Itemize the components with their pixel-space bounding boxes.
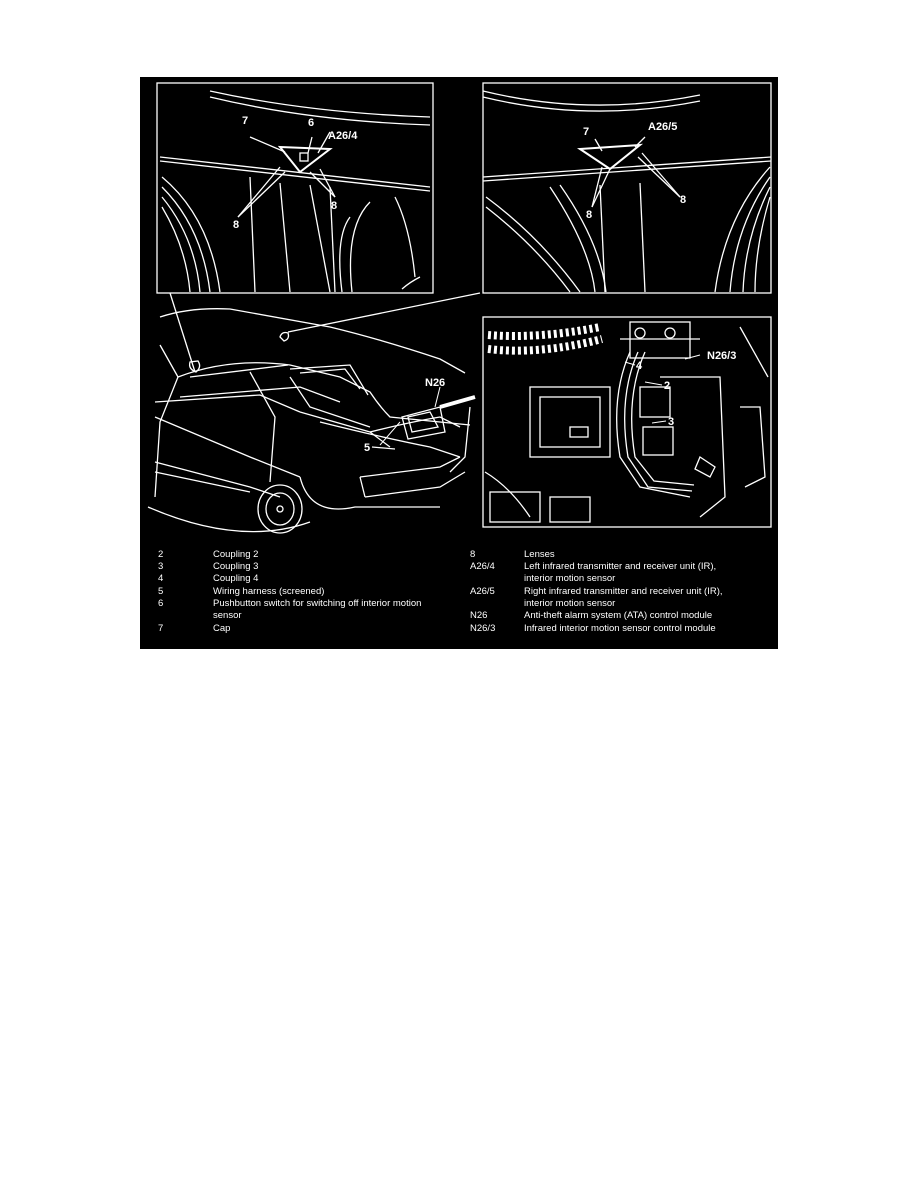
legend-desc: Right infrared transmitter and receiver unit (IR), bbox=[524, 586, 723, 597]
legend-desc: Lenses bbox=[524, 549, 555, 560]
legend-desc: Coupling 4 bbox=[213, 573, 259, 584]
legend-code: 2 bbox=[158, 549, 164, 560]
legend-desc: Wiring harness (screened) bbox=[213, 586, 325, 597]
pointer-line-left bbox=[170, 293, 195, 372]
callout-tl-8a: 8 bbox=[233, 219, 240, 231]
legend-code: 7 bbox=[158, 623, 164, 634]
legend-code: 3 bbox=[158, 561, 164, 572]
callout-br-3: 3 bbox=[668, 416, 675, 428]
callout-br-4: 4 bbox=[636, 360, 643, 372]
legend-code: A26/5 bbox=[470, 586, 495, 597]
callout-car-5: 5 bbox=[364, 442, 371, 454]
legend-desc: interior motion sensor bbox=[524, 598, 616, 609]
callout-tl-6: 6 bbox=[308, 117, 315, 129]
legend-code: A26/4 bbox=[470, 561, 495, 572]
legend-desc: Pushbutton switch for switching off interior motion bbox=[213, 598, 422, 609]
callout-tl-7: 7 bbox=[242, 115, 249, 127]
legend-desc: Anti-theft alarm system (ATA) control module bbox=[524, 610, 713, 621]
callout-br-2: 2 bbox=[664, 380, 671, 392]
callout-tr-8b: 8 bbox=[680, 194, 687, 206]
callout-tl-8b: 8 bbox=[331, 200, 338, 212]
callout-tr-a26-5: A26/5 bbox=[648, 121, 678, 133]
pointer-line-right bbox=[288, 293, 480, 332]
car-illustration bbox=[148, 309, 475, 533]
callout-tr-7: 7 bbox=[583, 126, 590, 138]
callout-br-n26-3: N26/3 bbox=[707, 350, 737, 362]
legend bbox=[140, 547, 778, 649]
panel-right-ir-unit bbox=[483, 83, 771, 293]
panel-bottom-right-module bbox=[483, 317, 771, 527]
legend-code: 8 bbox=[470, 549, 476, 560]
legend-code: N26 bbox=[470, 610, 488, 621]
callout-car-n26: N26 bbox=[425, 377, 446, 389]
legend-code: 4 bbox=[158, 573, 164, 584]
legend-desc: interior motion sensor bbox=[524, 573, 616, 584]
legend-desc: Infrared interior motion sensor control module bbox=[524, 623, 716, 634]
legend-code: 5 bbox=[158, 586, 164, 597]
callout-tr-8a: 8 bbox=[586, 209, 593, 221]
legend-desc: sensor bbox=[213, 610, 242, 621]
panel-left-ir-unit bbox=[157, 83, 433, 293]
legend-code: N26/3 bbox=[470, 623, 496, 634]
legend-desc: Coupling 3 bbox=[213, 561, 259, 572]
diagram-artwork bbox=[140, 77, 778, 547]
legend-desc: Coupling 2 bbox=[213, 549, 259, 560]
legend-code: 6 bbox=[158, 598, 164, 609]
legend-desc: Left infrared transmitter and receiver unit (IR), bbox=[524, 561, 717, 572]
diagram-figure bbox=[140, 77, 778, 649]
legend-desc: Cap bbox=[213, 623, 231, 634]
callout-tl-a26-4: A26/4 bbox=[328, 130, 358, 142]
